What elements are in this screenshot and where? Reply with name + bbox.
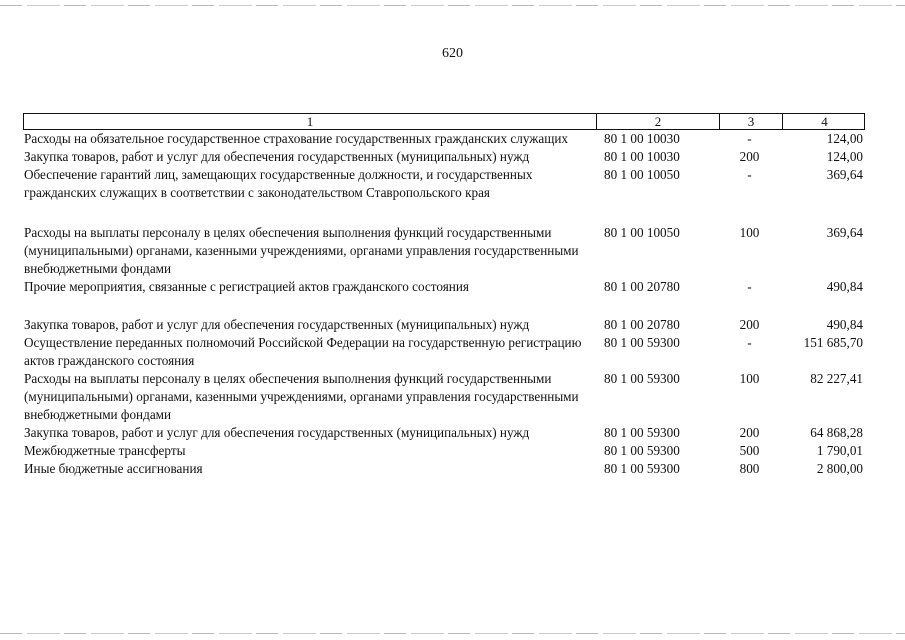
row-name: Обеспечение гарантий лиц, замещающих государственные должности, и государственных гражданских служащих в соответствии с законодательством Ставропольского края: [24, 167, 533, 200]
row-amount: 124,00: [826, 131, 863, 146]
row-amount: 2 800,00: [816, 461, 863, 476]
table-row: [23, 130, 865, 148]
row-amount: 490,84: [826, 317, 863, 332]
table-row: [23, 334, 865, 370]
row-code: 80 1 00 10030: [604, 131, 680, 146]
row-amount: 490,84: [826, 279, 863, 294]
row-type: 200: [739, 149, 760, 164]
row-code: 80 1 00 20780: [604, 317, 680, 332]
row-amount: 124,00: [826, 149, 863, 164]
header-col-2: 2: [596, 114, 719, 129]
row-name: Расходы на выплаты персоналу в целях обеспечения выполнения функций государственными (муниципальными) органами, казенными учреждениями, органами управления государственными внебюджетными фондами: [24, 371, 579, 422]
row-type: 500: [739, 443, 760, 458]
row-code: 80 1 00 10050: [604, 167, 680, 182]
row-code: 80 1 00 20780: [604, 279, 680, 294]
row-name: Осуществление переданных полномочий Российской Федерации на государственную регистрацию актов гражданского состояния: [24, 335, 582, 368]
row-amount: 64 868,28: [810, 425, 863, 440]
table-row: [23, 460, 865, 478]
row-name: Иные бюджетные ассигнования: [24, 461, 203, 476]
row-code: 80 1 00 59300: [604, 371, 680, 386]
budget-table: [23, 113, 865, 478]
row-code: 80 1 00 59300: [604, 443, 680, 458]
row-code: 80 1 00 10050: [604, 225, 680, 240]
table-header: [23, 113, 865, 130]
row-code: 80 1 00 10030: [604, 149, 680, 164]
table-row: [23, 166, 865, 224]
header-col-3: 3: [719, 114, 782, 129]
scan-edge-bottom: [0, 633, 905, 634]
row-name: Закупка товаров, работ и услуг для обеспечения государственных (муниципальных) нужд: [24, 425, 530, 440]
row-name: Прочие мероприятия, связанные с регистрацией актов гражданского состояния: [24, 279, 469, 294]
table-row: [23, 370, 865, 424]
row-name: Расходы на выплаты персоналу в целях обеспечения выполнения функций государственными (муниципальными) органами, казенными учреждениями, органами управления государственными внебюджетными фондами: [24, 225, 579, 276]
row-amount: 151 685,70: [803, 335, 863, 350]
row-name: Межбюджетные трансферты: [24, 443, 186, 458]
scan-edge-top: [0, 5, 905, 6]
row-type: 100: [739, 371, 760, 386]
row-type: 800: [739, 461, 760, 476]
row-name: Закупка товаров, работ и услуг для обеспечения государственных (муниципальных) нужд: [24, 149, 530, 164]
row-type: -: [747, 167, 752, 182]
table-row: [23, 224, 865, 278]
table-row: [23, 316, 865, 334]
row-type: 200: [739, 425, 760, 440]
row-amount: 82 227,41: [810, 371, 863, 386]
row-name: Расходы на обязательное государственное страхование государственных гражданских служащих: [24, 131, 569, 146]
row-code: 80 1 00 59300: [604, 461, 680, 476]
row-spacer: [23, 296, 865, 316]
table-row: [23, 424, 865, 442]
row-type: -: [747, 335, 752, 350]
row-amount: 1 790,01: [816, 443, 863, 458]
row-code: 80 1 00 59300: [604, 335, 680, 350]
table-row: [23, 148, 865, 166]
row-type: 100: [739, 225, 760, 240]
row-type: 200: [739, 317, 760, 332]
row-type: -: [747, 279, 752, 294]
row-amount: 369,64: [826, 225, 863, 240]
header-col-1: 1: [306, 114, 314, 129]
row-name: Закупка товаров, работ и услуг для обеспечения государственных (муниципальных) нужд: [24, 317, 530, 332]
row-type: -: [747, 131, 752, 146]
row-amount: 369,64: [826, 167, 863, 182]
table-row: [23, 442, 865, 460]
table-row: [23, 278, 865, 296]
row-code: 80 1 00 59300: [604, 425, 680, 440]
page-number: 620: [442, 46, 463, 61]
header-col-4: 4: [782, 114, 866, 129]
